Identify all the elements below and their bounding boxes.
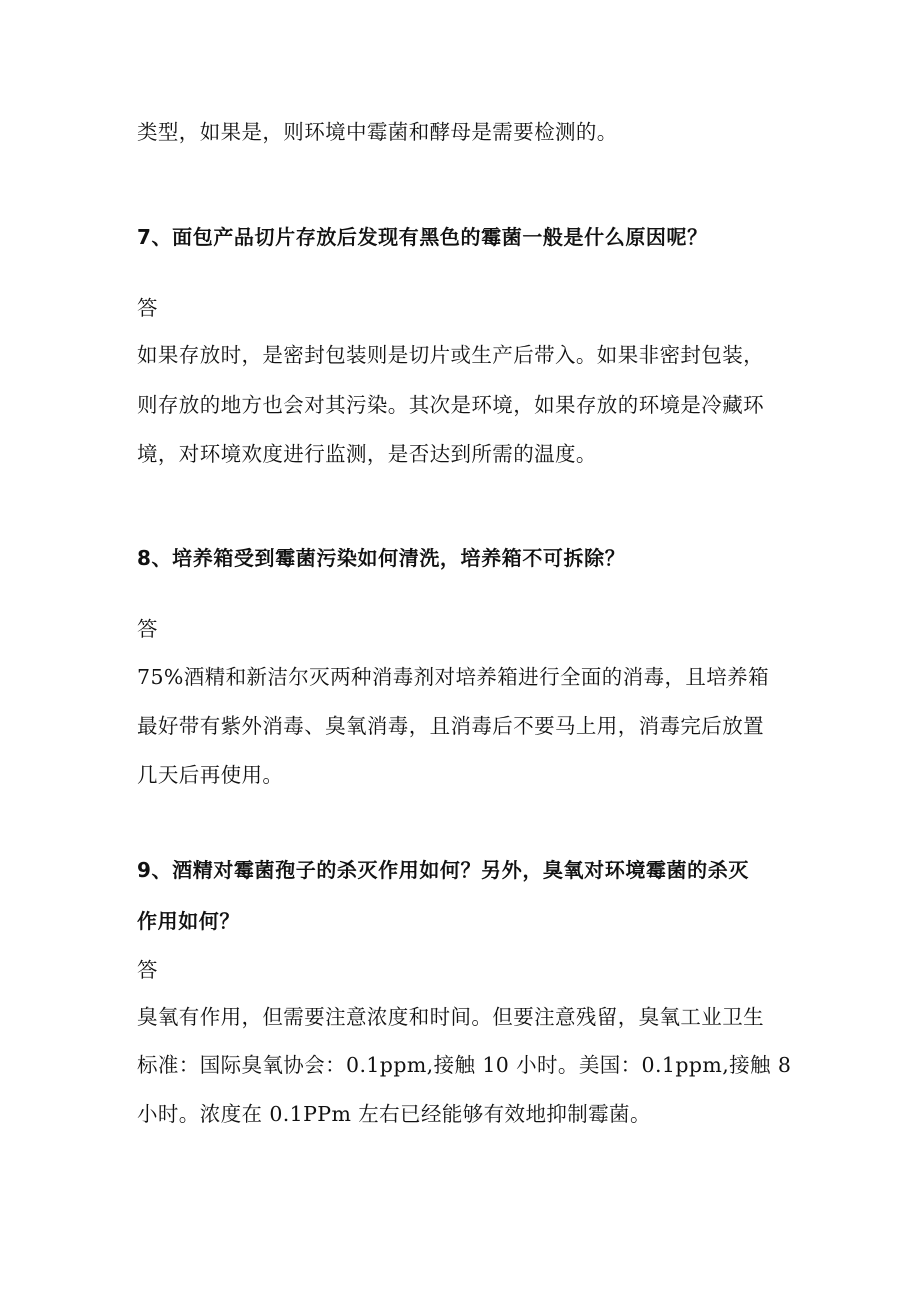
answer-label-8: 答 [137,617,158,641]
answer-9-line-1: 臭氧有作用，但需要注意浓度和时间。但要注意残留，臭氧工业卫生 [137,1005,764,1029]
answer-8-line-1: 75%酒精和新洁尔灭两种消毒剂对培养箱进行全面的消毒，且培养箱 [137,665,769,689]
answer-label-7: 答 [137,296,158,320]
answer-7-line-1: 如果存放时，是密封包装则是切片或生产后带入。如果非密封包装， [137,343,764,367]
answer-9-line-3: 小时。浓度在 0.1PPm 左右已经能够有效地抑制霉菌。 [137,1102,651,1126]
answer-8-line-2: 最好带有紫外消毒、臭氧消毒，且消毒后不要马上用，消毒完后放置 [137,714,764,738]
answer-label-9: 答 [137,958,158,982]
question-8: 8、培养箱受到霉菌污染如何清洗，培养箱不可拆除？ [137,546,626,570]
answer-7-line-3: 境，对环境欢度进行监测，是否达到所需的温度。 [137,442,597,466]
question-9-line-1: 9、酒精对霉菌孢子的杀灭作用如何？另外，臭氧对环境霉菌的杀灭 [137,858,749,882]
question-9-line-2: 作用如何？ [137,909,240,933]
answer-8-line-3: 几天后再使用。 [137,763,284,787]
answer-9-line-2: 标准：国际臭氧协会：0.1ppm,接触 10 小时。美国：0.1ppm,接触 8 [137,1053,792,1077]
answer-7-line-2: 则存放的地方也会对其污染。其次是环境，如果存放的环境是冷藏环 [137,393,764,417]
intro-line-1: 类型，如果是，则环境中霉菌和酵母是需要检测的。 [137,120,618,144]
question-7: 7、面包产品切片存放后发现有黑色的霉菌一般是什么原因呢？ [137,225,708,249]
